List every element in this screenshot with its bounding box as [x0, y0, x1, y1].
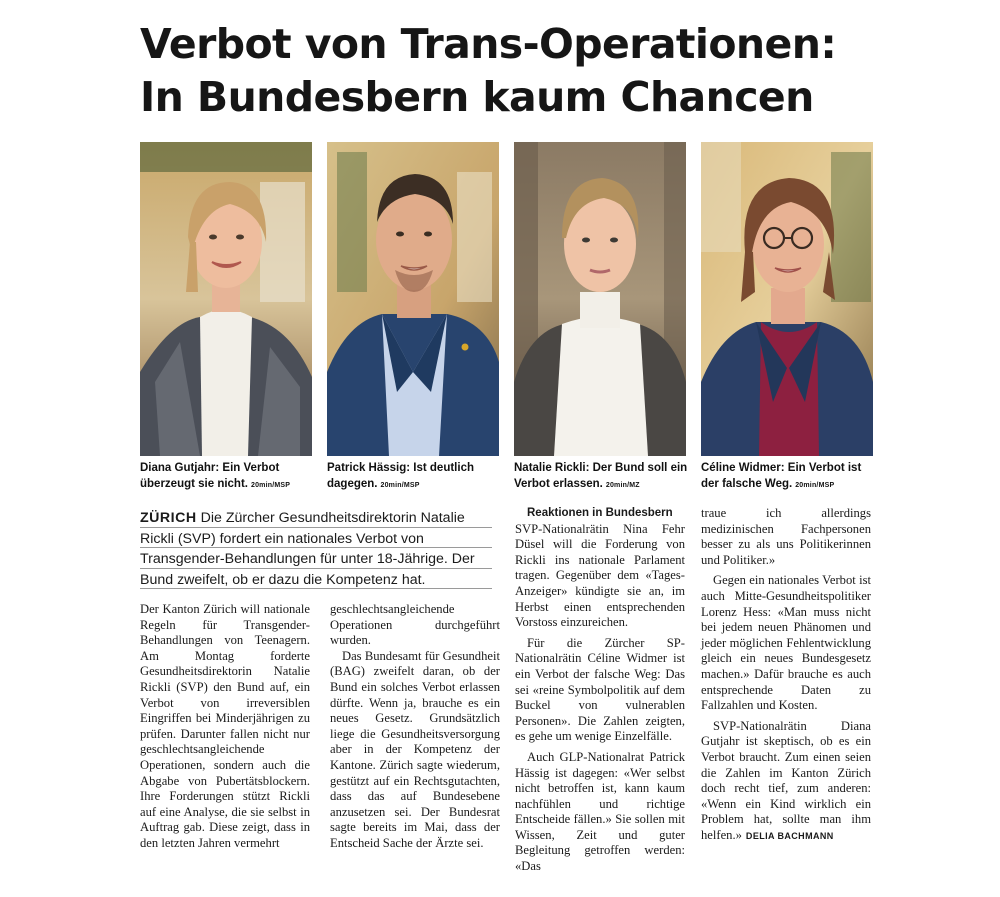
photo-celine-widmer — [701, 142, 873, 456]
lead-underline — [140, 568, 492, 569]
body-column-3 — [515, 506, 685, 875]
lead-text: Die Zürcher Gesundheitsdirektorin Natalie Rickli (SVP) fordert ein nationales Verbot von Transgender-Behandlungen für unter 18-Jährige. Der Bund zweifelt, ob er dazu die Kompetenz hat. — [140, 510, 475, 588]
photo-credit: 20min/MSP — [251, 482, 291, 489]
headline-line-2: In Bundesbern kaum Chancen — [140, 73, 814, 121]
paragraph: Für die Zürcher SP-Nationalrätin Céline Widmer ist ein Verbot der falsche Weg: Das sei «reine Symbolpolitik auf dem Buckel von vulnerablen Personen». Die Zahlen zeigten, es gehe um wenige Einzelfälle. — [515, 635, 685, 744]
caption-photo-1: Diana Gutjahr: Ein Verbot überzeugt sie nicht. 20min/MSP — [140, 462, 291, 490]
lead-underline — [140, 588, 492, 589]
body-column-2 — [330, 602, 500, 852]
caption-photo-2: Patrick Hässig: Ist deutlich dagegen. 20min/MSP — [327, 462, 474, 490]
photo-natalie-rickli — [514, 142, 686, 456]
caption-photo-4: Céline Widmer: Ein Verbot ist der falsche Weg. 20min/MSP — [701, 462, 862, 490]
photo-credit: 20min/MSP — [795, 482, 835, 489]
body-column-4 — [701, 506, 871, 844]
section-subhead: Reaktionen in Bundesbern — [527, 507, 673, 519]
paragraph: SVP-Nationalrätin Nina Fehr Düsel will die Forderung von Rickli ins nationale Parlament tragen. Gegenüber dem «Tages-Anzeiger» kündigte sie an, im Herbst einen entsprechenden Vorstoss einzureichen. — [515, 521, 685, 630]
paragraph: Auch GLP-Nationalrat Patrick Hässig ist dagegen: «Wer selbst nicht betroffen ist, kann kaum nachfühlen und richtige Entscheide fällen.» Sie sollen mit Wissen, Zeit und guter Begleitung getroffen werden: «Das — [515, 749, 685, 874]
paragraph: Der Kanton Zürich will nationale Regeln für Transgender-Behandlungen von Teenagern. Am Montag forderte Gesundheitsdirektorin Natalie Rickli (SVP) den Bund auf, ein Verbot von irreversiblen Eingriffen bei Minderjährigen zu prüfen. Darunter fallen nicht nur geschlechtsangleichende Operationen, sondern auch die Abgabe von Pubertätsblockern. Ihre Forderungen stützt Rickli auf eine Analyse, die sie selbst in Auftrag gab. Diese zeigt, dass in den letzten Jahren vermehrt — [140, 602, 310, 850]
paragraph: SVP-Nationalrätin Diana Gutjahr ist skeptisch, ob es ein Verbot braucht. Zum einen seien die Zahlen im Kanton Zürich doch recht tief, zum anderen: «Wenn ein Kind wirklich ein Problem hat, sollte man ihm helfen.» DELIA BACHMANN — [701, 718, 871, 842]
lead-underline — [140, 527, 492, 528]
byline: DELIA BACHMANN — [745, 830, 834, 841]
lead-underline — [140, 547, 492, 548]
paragraph: geschlechtsangleichende Operationen durchgeführt wurden. — [330, 602, 500, 648]
photo-patrick-haessig — [327, 142, 499, 456]
caption-photo-3: Natalie Rickli: Der Bund soll ein Verbot erlassen. 20min/MZ — [514, 462, 688, 490]
headline-line-1: Verbot von Trans-Operationen: — [140, 20, 837, 68]
photo-credit: 20min/MSP — [380, 482, 420, 489]
paragraph: Das Bundesamt für Gesundheit (BAG) zweifelt daran, ob der Bund ein solches Verbot erlassen dürfte. Wenn ja, brauche es ein neues Gesetz. Grundsätzlich liege die Gesundheitsversorgung aber in der Kompetenz der Kantone. Zürich sagte wiederum, gestützt auf ein Rechtsgutachten, dass das auf Bundesebene anzusetzen sei. Der Bundesrat sagte bereits im Mai, dass der Entscheid Sache der Ärzte sei. — [330, 648, 500, 850]
dateline: ZÜRICH — [140, 510, 197, 526]
headline — [140, 18, 900, 124]
lead-paragraph — [140, 508, 500, 590]
body-column-1 — [140, 602, 310, 852]
paragraph: traue ich allerdings medizinischen Fachpersonen besser zu als uns Politikerinnen und Politiker.» — [701, 506, 871, 567]
photo-credit: 20min/MZ — [605, 482, 640, 489]
paragraph: Gegen ein nationales Verbot ist auch Mitte-Gesundheitspolitiker Lorenz Hess: «Man muss nicht bei jedem neuen Phänomen und jeder möglichen Fehlentwicklung gleich ein neues Bundesgesetz machen.» Dafür brauche es auch entsprechende Daten zu Fallzahlen und Kosten. — [701, 573, 871, 713]
photo-diana-gutjahr — [140, 142, 312, 456]
